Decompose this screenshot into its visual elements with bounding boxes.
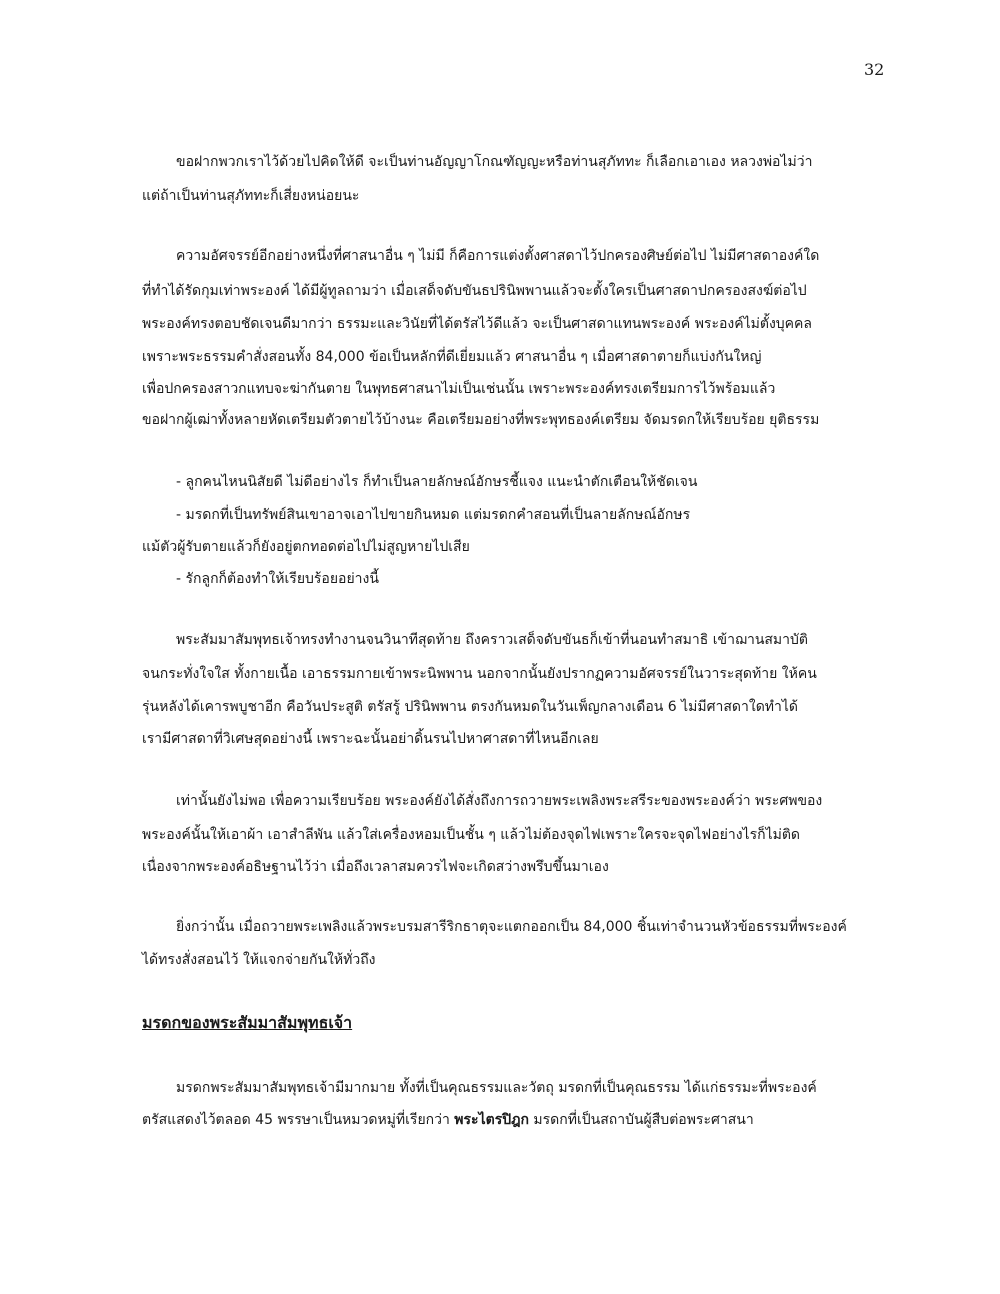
paragraph-1-line-1: ขอฝากพวกเราไว้ด้วยไปคิดให้ดี จะเป็นท่านอัญญาโกณฑัญญะหรือท่านสุภัททะ ก็เลือกเอาเอง หลวงพ่อไม่ว่า [176, 154, 813, 170]
paragraph-1-line-2: แต่ถ้าเป็นท่านสุภัททะก็เสี่ยงหน่อยนะ [142, 188, 360, 204]
tripitaka-emphasis: พระไตรปิฎก [454, 1112, 529, 1128]
list-item-3: - รักลูกก็ต้องทำให้เรียบร้อยอย่างนี้ [176, 571, 379, 587]
paragraph-3-line-4: เรามีศาสดาที่วิเศษสุดอย่างนี้ เพราะฉะนั้นอย่าดิ้นรนไปหาศาสดาที่ไหนอีกเลย [142, 731, 599, 747]
paragraph-6-line-2-start: ตรัสแสดงไว้ตลอด 45 พรรษาเป็นหมวดหมู่ที่เรียกว่า [142, 1112, 455, 1128]
paragraph-6-line-2-end: มรดกที่เป็นสถาบันผู้สืบต่อพระศาสนา [528, 1112, 754, 1128]
section-heading: มรดกของพระสัมมาสัมพุทธเจ้า [142, 1013, 353, 1032]
paragraph-5-line-2: ได้ทรงสั่งสอนไว้ ให้แจกจ่ายกันให้ทั่วถึง [142, 952, 376, 968]
paragraph-5-line-1: ยิ่งกว่านั้น เมื่อถวายพระเพลิงแล้วพระบรมสารีริกธาตุจะแตกออกเป็น 84,000 ชิ้นเท่าจำนวนหัวข้อธรรมที่พระองค์ [176, 919, 847, 935]
paragraph-4-line-3: เนื่องจากพระองค์อธิษฐานไว้ว่า เมื่อถึงเวลาสมควรไฟจะเกิดสว่างพรึบขึ้นมาเอง [142, 859, 609, 875]
paragraph-2-line-4: เพราะพระธรรมคำสั่งสอนทั้ง 84,000 ข้อเป็นหลักที่ดีเยี่ยมแล้ว ศาสนาอื่น ๆ เมื่อศาสดาตายก็แบ่งกันใหญ่ [142, 349, 762, 365]
list-item-2: - มรดกที่เป็นทรัพย์สินเขาอาจเอาไปขายกินหมด แต่มรดกคำสอนที่เป็นลายลักษณ์อักษร [176, 507, 691, 523]
list-item-2-continuation: แม้ตัวผู้รับตายแล้วก็ยังอยู่ตกทอดต่อไปไม่สูญหายไปเสีย [142, 539, 470, 555]
paragraph-2-line-1: ความอัศจรรย์อีกอย่างหนึ่งที่ศาสนาอื่น ๆ ไม่มี ก็คือการแต่งตั้งศาสดาไว้ปกครองศิษย์ต่อไป ไม่มีศาสดาองค์ใด [176, 248, 820, 264]
paragraph-2-line-2: ที่ทำได้รัดกุมเท่าพระองค์ ได้มีผู้ทูลถามว่า เมื่อเสด็จดับขันธปรินิพพานแล้วจะตั้งใครเป็นศาสดาปกครองสงฆ์ต่อไป [142, 283, 807, 299]
paragraph-4-line-2: พระองค์นั้นให้เอาผ้า เอาสำลีพัน แล้วใส่เครื่องหอมเป็นชั้น ๆ แล้วไม่ต้องจุดไฟเพราะใครจะจุดไฟอย่างไรก็ไม่ติด [142, 827, 801, 843]
paragraph-2-line-5: เพื่อปกครองสาวกแทบจะฆ่ากันตาย ในพุทธศาสนาไม่เป็นเช่นนั้น เพราะพระองค์ทรงเตรียมการไว้พร้อมแล้ว [142, 381, 776, 397]
paragraph-3-line-1: พระสัมมาสัมพุทธเจ้าทรงทำงานจนวินาทีสุดท้าย ถึงคราวเสด็จดับขันธก็เข้าที่นอนทำสมาธิ เข้าฌานสมาบัติ [176, 632, 808, 648]
paragraph-6-line-1: มรดกพระสัมมาสัมพุทธเจ้ามีมากมาย ทั้งที่เป็นคุณธรรมและวัตถุ มรดกที่เป็นคุณธรรม ได้แก่ธรรมะที่พระองค์ [176, 1080, 817, 1096]
paragraph-3-line-3: รุ่นหลังได้เคารพบูชาอีก คือวันประสูติ ตรัสรู้ ปรินิพพาน ตรงกันหมดในวันเพ็ญกลางเดือน 6 ไม่มีศาสดาใดทำได้ [142, 699, 799, 715]
paragraph-3-line-2: จนกระทั่งใจใส ทั้งกายเนื้อ เอาธรรมกายเข้าพระนิพพาน นอกจากนั้นยังปรากฏความอัศจรรย์ในวาระสุดท้าย ให้คน [142, 666, 817, 682]
paragraph-6-line-2 [142, 1110, 754, 1130]
paragraph-2-line-6: ขอฝากผู้เฒ่าทั้งหลายหัดเตรียมตัวตายไว้บ้างนะ คือเตรียมอย่างที่พระพุทธองค์เตรียม จัดมรดกให้เรียบร้อย ยุติธรรม [142, 412, 820, 428]
list-item-1: - ลูกคนไหนนิสัยดี ไม่ดีอย่างไร ก็ทำเป็นลายลักษณ์อักษรชี้แจง แนะนำตักเตือนให้ชัดเจน [176, 474, 698, 490]
paragraph-4-line-1: เท่านั้นยังไม่พอ เพื่อความเรียบร้อย พระองค์ยังได้สั่งถึงการถวายพระเพลิงพระสรีระของพระองค์ว่า พระศพของ [176, 793, 823, 809]
paragraph-2-line-3: พระองค์ทรงตอบชัดเจนดีมากว่า ธรรมะและวินัยที่ได้ตรัสไว้ดีแล้ว จะเป็นศาสดาแทนพระองค์ พระองค์ไม่ตั้งบุคคล [142, 316, 812, 332]
page-number: 32 [864, 60, 885, 79]
